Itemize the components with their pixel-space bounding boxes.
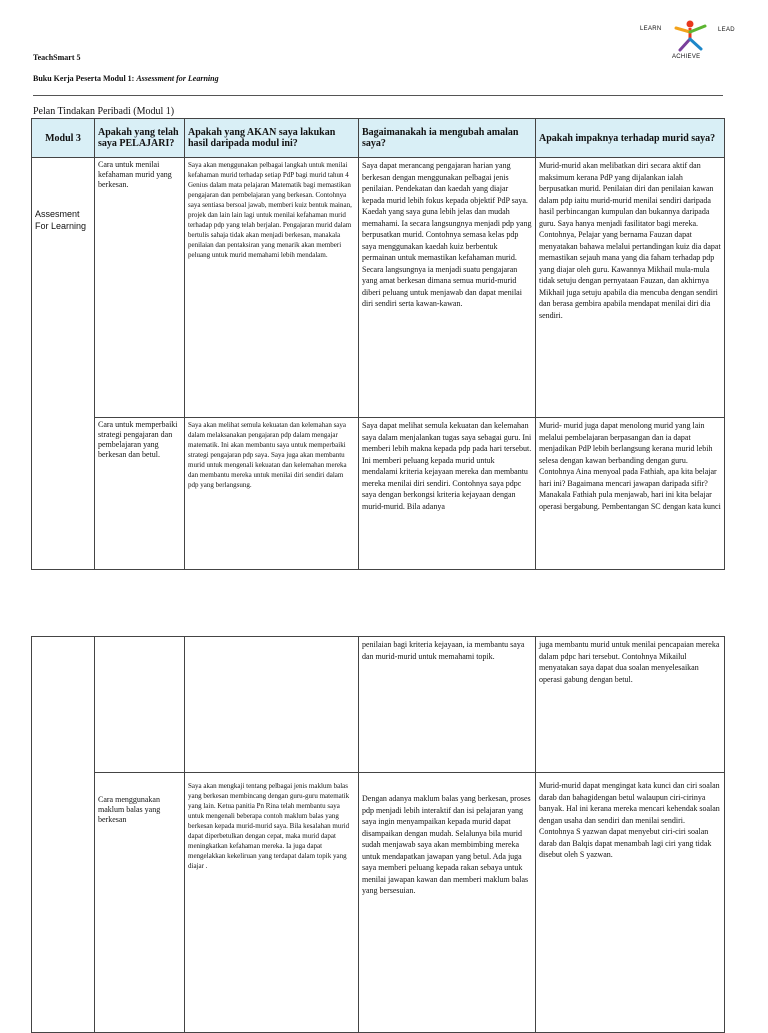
header-divider [33, 95, 723, 96]
action-plan-table [31, 118, 725, 570]
header-change: Bagaimanakah ia mengubah amalan saya? [359, 119, 536, 158]
header-will-do: Apakah yang AKAN saya lakukan hasil daripada modul ini? [185, 119, 359, 158]
subtitle-italic: Assessment for Learning [136, 74, 219, 83]
action-plan-table-continued [31, 636, 725, 1033]
change-cell: Dengan adanya maklum balas yang berkesan, proses pdp menjadi lebih interaktif dan isi pelajaran yang saya ingin menyampaikan kepada murid dapat disampaikan dengan mudah. Selalunya bila murid sudah menjawab saya akan membimbing mereka untuk mendapatkan jawapan yang betul. Ada juga saya memberi peluang kepada rakan sebaya untuk menilai jawapan kawan dan memberi maklum balas yang bersesuian. [359, 773, 536, 1033]
impact-cell: Murid-murid akan melibatkan diri secara aktif dan maksimum kerana PdP yang dijalankan ialah berpusatkan murid. Penilaian diri dan penilaian kawan dalam pdp iaitu murid-murid menilai sendiri daripada hasil perbincangan kumpulan dan bukannya daripada guru. Saya hanya menjadi fasilitator bagi mereka. Contohnya, Pelajar yang bernama Fauzan dapat menyatakan bahawa melalui pertandingan kuiz dia dapat memastikan sejauh mana yang dia faham terhadap pdp yang diajar oleh guru. Kawannya Mikhail mula-mula tidak setuju dengan pernyataan Fauzan, dan akhirnya Mikhail juga setuju apabila dia mencuba dengan sendiri dan berasa gembira apabila mendapat menilai diri dia sendiri. [536, 158, 725, 418]
document-header-subtitle [33, 74, 219, 83]
subtitle-prefix: Buku Kerja Peserta Modul 1: [33, 74, 137, 83]
will-do-cell: Saya akan menggunakan pelbagai langkah untuk menilai kefahaman murid terhadap setiap PdP bagi murid tahun 4 Genius dalam mata pelajaran Matematik bagi memastikan pengajaran dan pembelajaran yang berkesan. Contohnya saya sentiasa bersoal jawab, memberi kuiz bentuk mainan, projek dan lain lain lagi untuk menilai kefahaman murid terhadap pdp yang telah berjalan. Pengajaran murid dalam bertulis sahaja tidak akan menjadi berkesan, manakala penilaian dan pentaksiran yang menarik akan memberi peluang untuk murid memahami lebih mendalam. [185, 158, 359, 418]
change-cell: Saya dapat merancang pengajaran harian yang berkesan dengan menggunakan pelbagai jenis penilaian. Pendekatan dan kaedah yang diajar kepada murid lebih fokus kepada objektif PdP saya. Kaedah yang saya guna lebih jelas dan mudah memahami. Ia secara langsungnya menjadi pdp yang berpusatkan murid. Contohnya semasa kelas pdp saya menggunakan kaedah kuiz berbentuk permainan untuk memastikan kefahaman murid. Secara langsungnya ia menjadi suatu pengajaran yang amat berkesan dimana semua murid-murid diberi peluang untuk menjawab dan dapat menilai diri sendiri serta kawan-kawan. [359, 158, 536, 418]
module-cell: Assesment For Learning [32, 158, 95, 570]
impact-cell: juga membantu murid untuk menilai pencapaian mereka dalam pdpc hari tersebut. Contohnya Mikailul menyatakan saya dapat dua soalan menyelesaikan operasi gabung dengan betul. [536, 637, 725, 773]
learned-cell: Cara menggunakan maklum balas yang berkesan [95, 773, 185, 1033]
learn-lead-achieve-logo [636, 14, 746, 66]
section-title: Pelan Tindakan Peribadi (Modul 1) [33, 106, 175, 117]
impact-cell: Murid- murid juga dapat menolong murid yang lain melalui pembelajaran berpasangan dan ia dapat menjadikan PdP lebih berlangsung kerana murid lebih selesa dengan kawan berbanding dengan guru. Contohnya Aina menyoal pada Fathiah, apa kita belajar hari ini? Bagaimana mencari jawapan daripada sifir? Manakala Fathiah pula menjawab, hari ini kita belajar operasi bergabung. Pembentangan SC dengan kata kunci [536, 418, 725, 570]
table-row [32, 158, 725, 418]
header-module: Modul 3 [32, 119, 95, 158]
table-header-row [32, 119, 725, 158]
learned-cell: Cara untuk memperbaiki strategi pengajaran dan pembelajaran yang berkesan dan betul. [95, 418, 185, 570]
impact-cell: Murid-murid dapat mengingat kata kunci dan ciri soalan darab dan bahagidengan betul walaupun ciri-cirinya banyak. Hal ini kerana mereka mencari kehendak soalan dengan usaha dan sendiri dan menilai sendiri. Contohnya S yazwan dapat menyebut ciri-ciri soalan darab dan Balqis dapat menambah lagi ciri yang tidak disebut oleh S yazwan. [536, 773, 725, 1033]
learned-cell: Cara untuk menilai kefahaman murid yang berkesan. [95, 158, 185, 418]
change-cell: Saya dapat melihat semula kekuatan dan kelemahan saya dalam menjalankan tugas saya sebagai guru. Ini memberi lebih makna kepada pdp pada hari tersebut. Ini memberi peluang kepada murid untuk mendalami kriteria kejayaan mereka dan membantu mereka menilai diri sendiri. Contohnya saya pdpc saya dengan berkongsi kriteria kejayaan dengan murid-murid. Bila adanya [359, 418, 536, 570]
logo-learn-text: LEARN [640, 26, 662, 32]
header-impact: Apakah impaknya terhadap murid saya? [536, 119, 725, 158]
will-do-cell: Saya akan mengkaji tentang pelbagai jenis maklum balas yang berkesan membincang dengan guru-guru matematik yang lain. Ketua panitia Pn Rina telah membantu saya untuk mengenali beberapa contoh maklum balas yang berkesan kepada murid-murid saya. Bila kesalahan murid dapat diperbetulkan dengan cepat, maka murid dapat meningkatkan kefahaman mereka. Ia juga dapat mengelakkan kekeliruan yang terdapat dalam topik yang diajar . [185, 773, 359, 1033]
logo-achieve-text: ACHIEVE [672, 54, 701, 60]
header-learned: Apakah yang telah saya PELAJARI? [95, 119, 185, 158]
learned-cell-empty [95, 637, 185, 773]
will-do-cell-empty [185, 637, 359, 773]
document-header-title: TeachSmart 5 [33, 53, 81, 62]
table-row [32, 773, 725, 1033]
star-figure-icon [668, 18, 712, 54]
table-row [32, 418, 725, 570]
table-row [32, 637, 725, 773]
will-do-cell: Saya akan melihat semula kekuatan dan kelemahan saya dalam melaksanakan pengajaran pdp dalam mengajar matematik. Ini akan membantu saya untuk memperbaiki strategi pengajaran pdp saya. Saya juga akan membantu murid untuk mengenali kekuatan dan kelemahan mereka dan membantu mereka untuk menilai diri sendiri dalam pdp yang berlangsung. [185, 418, 359, 570]
change-cell: penilaian bagi kriteria kejayaan, ia membantu saya dan murid-murid untuk memahami topik. [359, 637, 536, 773]
module-cell-empty [32, 637, 95, 1033]
logo-lead-text: LEAD [718, 27, 735, 33]
